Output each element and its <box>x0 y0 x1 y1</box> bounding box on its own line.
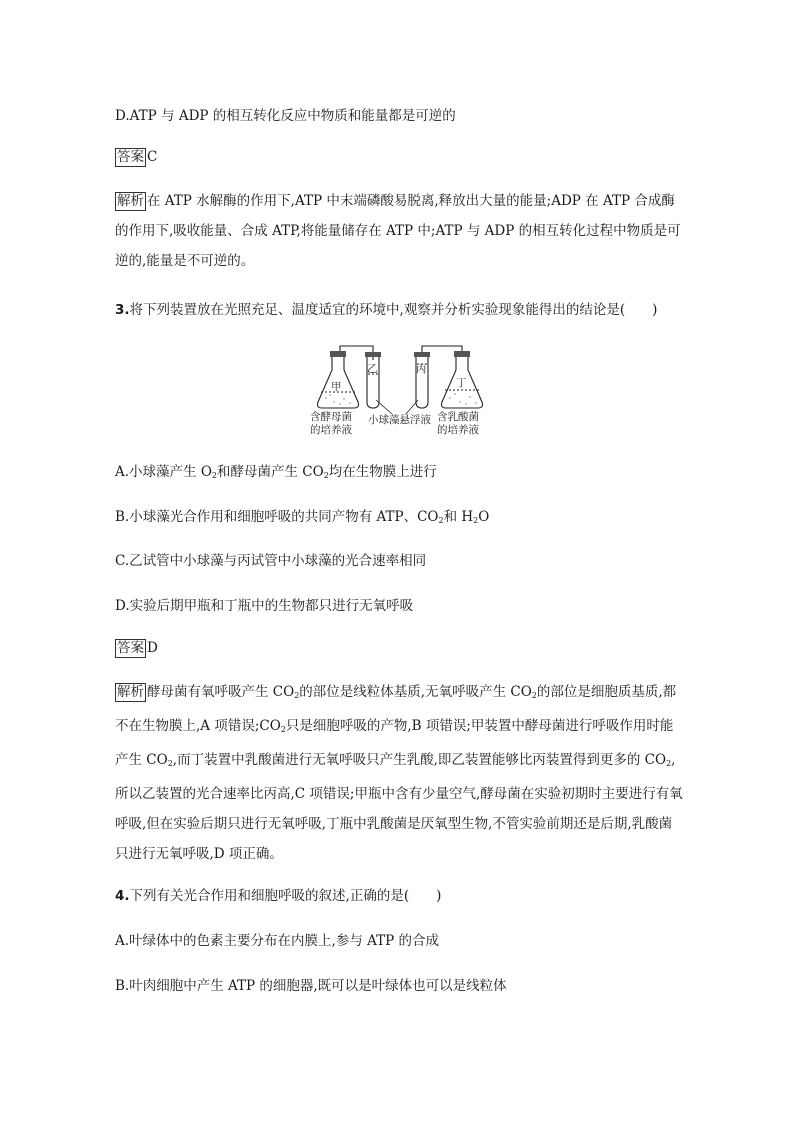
q3-option-c: C.乙试管中小球藻与丙试管中小球藻的光合速率相同 <box>115 553 427 569</box>
q3-stem <box>115 298 657 318</box>
q2-answer <box>115 148 157 167</box>
q4-option-b: B.叶肉细胞中产生 ATP 的细胞器,既可以是叶绿体也可以是线粒体 <box>115 978 507 994</box>
analysis-label: 解析 <box>117 684 144 700</box>
q2-analysis <box>115 186 683 276</box>
question-number: 4. <box>115 888 130 904</box>
analysis-text: 在 ATP 水解酶的作用下,ATP 中末端磷酸易脱离,释放出大量的能量;ADP 在 ATP 合成酶的作用下,吸收能量、合成 ATP,将能量储存在 ATP 中;ATP 与 ADP 的相互转化过程中物质是可逆的,能量是不可逆的。 <box>115 193 681 269</box>
label-yeast-line1: 含酵母菌 <box>310 411 352 423</box>
label-lactic-line2: 的培养液 <box>437 424 479 436</box>
analysis-label: 解析 <box>117 193 144 209</box>
q3-answer <box>115 639 158 658</box>
question-text: 下列有关光合作用和细胞呼吸的叙述,正确的是( ) <box>129 888 442 904</box>
label-yeast-line2: 的培养液 <box>310 424 352 436</box>
question-number: 3. <box>115 302 130 318</box>
answer-value: C <box>147 149 158 165</box>
flask-right-char: 丁 <box>456 377 467 389</box>
q3-analysis: 解析 酵母菌有氧呼吸产生 $CO_2$的部位是线粒体基质,无氧呼吸产生 $CO_2$的部位是细胞质基质,都不在生物膜上,A 项错误$;CO_2$只是细胞呼吸的产物,B 项错误;甲装置中酵母菌进行呼吸作用时能产生 $CO_2$,而丁装置中乳酸菌进行无氧呼吸只产生乳酸,即乙装置能够比丙装置得到更多的 $CO_2$,所以乙装置的光合速率比丙高,C 项错误;甲瓶中含有少量空气,酵母菌在实验初期时主要进行有氧呼吸,但在实验后期只进行无氧呼吸,丁瓶中乳酸菌是厌氧型生物,不管实验前期还是后期,乳酸菌只进行无氧呼吸,D 项正确。 <box>115 684 683 862</box>
tube-left-char: 乙 <box>367 363 378 375</box>
label-lactic-line1: 含乳酸菌 <box>437 411 479 423</box>
flask-left-fill <box>325 394 351 405</box>
q3-option-d: D.实验后期甲瓶和丁瓶中的生物都只进行无氧呼吸 <box>115 598 414 614</box>
q4-stem <box>115 884 441 904</box>
q2-option-d: D.ATP 与 ADP 的相互转化反应中物质和能量都是可逆的 <box>115 108 456 124</box>
q4-option-a: A.叶绿体中的色素主要分布在内膜上,参与 ATP 的合成 <box>115 933 440 949</box>
question-text: 将下列装置放在光照充足、温度适宜的环境中,观察并分析实验现象能得出的结论是( ) <box>129 302 658 318</box>
q3-option-b: B.小球藻光合作用和细胞呼吸的共同产物有 ATP、$CO_2$和 $H_2O$ <box>115 509 490 525</box>
label-algae: 小球藻悬浮液 <box>368 414 431 426</box>
flask-right-fill <box>449 393 477 405</box>
experiment-apparatus-figure <box>310 340 500 440</box>
answer-label: 答案 <box>117 149 144 165</box>
answer-label: 答案 <box>117 640 144 656</box>
tube-left <box>365 352 381 408</box>
tube-right-char: 丙 <box>416 363 427 375</box>
flask-left-char: 甲 <box>331 381 342 393</box>
q3-option-a: A.小球藻产生 $O_2$和酵母菌产生 $CO_2$均在生物膜上进行 <box>115 464 437 480</box>
answer-value: D <box>147 640 158 656</box>
